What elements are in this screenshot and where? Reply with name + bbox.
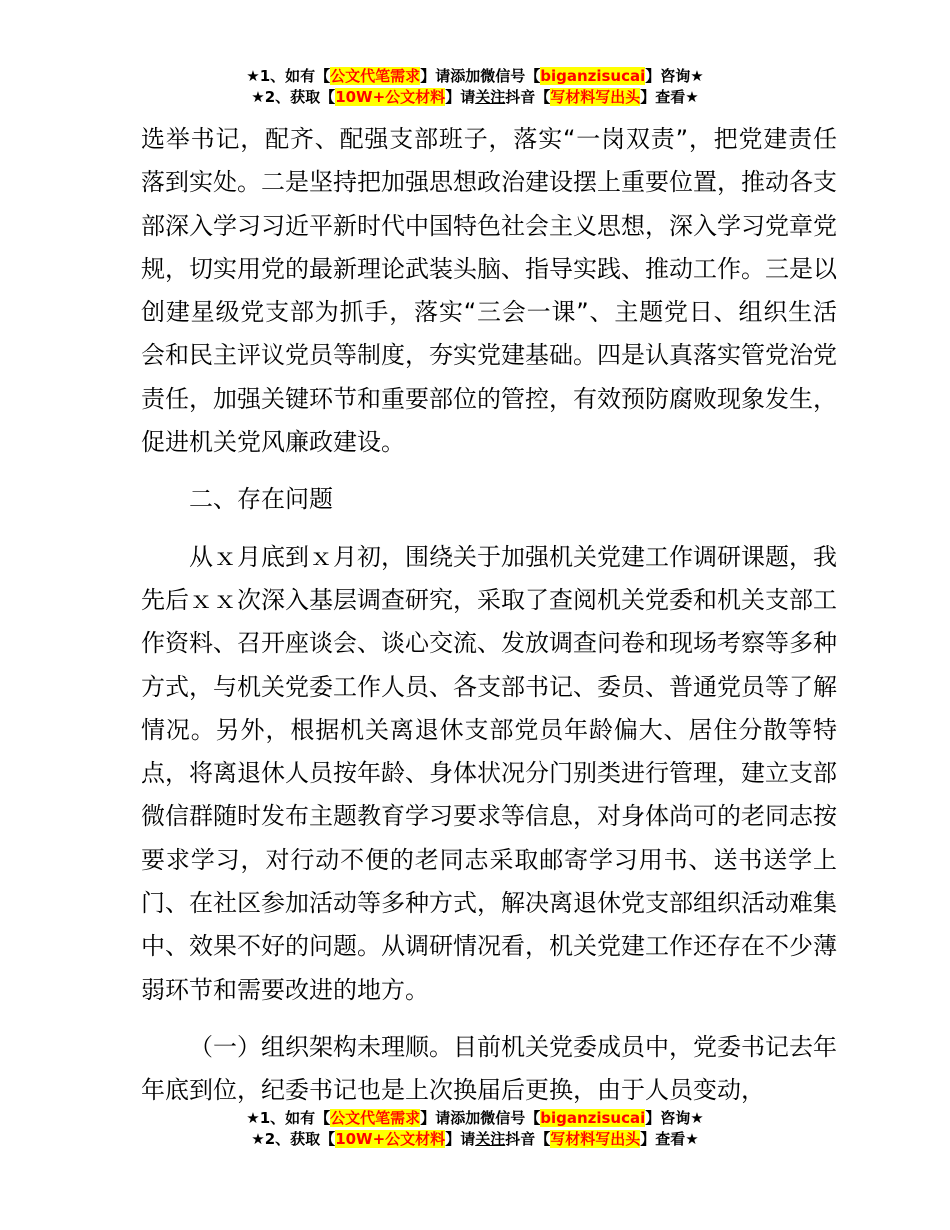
banner-follow-text: 关注 [475, 1130, 506, 1148]
banner-highlight-materials: 10W+公文材料 [335, 1130, 446, 1148]
footer-banner-line-2 [0, 1129, 950, 1150]
section-heading: 二、存在问题 [189, 485, 333, 514]
banner-text: 】查看★ [640, 1130, 699, 1148]
banner-text: 】查看★ [640, 88, 699, 106]
header-banner-line-1 [0, 66, 950, 87]
banner-text: 】请 [445, 88, 476, 106]
banner-text: ★1、如有【 [246, 67, 331, 85]
banner-follow-text: 关注 [475, 88, 506, 106]
banner-text: 】请添加微信号【 [420, 1109, 541, 1127]
banner-douyin-account[interactable]: 写材料写出头 [550, 1130, 641, 1148]
footer-banner-line-1 [0, 1108, 950, 1129]
paragraph-continued: 选举书记，配齐、配强支部班子，落实“一岗双责”，把党建责任落到实处。二是坚持把加强思想政治建设摆上重要位置，推动各支部深入学习习近平新时代中国特色社会主义思想，深入学习党章党规，切实用党的最新理论武装头脑、指导实践、推动工作。三是以创建星级党支部为抓手，落实“三会一课”、主题党日、组织生活会和民主评议党员等制度，夯实党建基础。四是认真落实管党治党责任，加强关键环节和重要部位的管控，有效预防腐败现象发生，促进机关党风廉政建设。 [141, 125, 837, 457]
banner-text: 】咨询★ [645, 67, 704, 85]
header-banner [0, 66, 950, 108]
footer-banner [0, 1108, 950, 1150]
banner-highlight-service: 公文代笔需求 [330, 1109, 421, 1127]
banner-text: 】咨询★ [645, 1109, 704, 1127]
paragraph-organization: （一）组织架构未理顺。目前机关党委成员中，党委书记去年年底到位，纪委书记也是上次换届后更换，由于人员变动， [141, 1032, 837, 1105]
header-banner-line-2 [0, 87, 950, 108]
banner-wechat-id[interactable]: biganzisucai [540, 67, 646, 85]
banner-text: 】请添加微信号【 [420, 67, 541, 85]
banner-highlight-materials: 10W+公文材料 [335, 88, 446, 106]
banner-highlight-service: 公文代笔需求 [330, 67, 421, 85]
banner-douyin-account[interactable]: 写材料写出头 [550, 88, 641, 106]
banner-text: 抖音【 [505, 1130, 551, 1148]
banner-text: 抖音【 [505, 88, 551, 106]
paragraph-survey: 从ｘ月底到ｘ月初，围绕关于加强机关党建工作调研课题，我先后ｘｘ次深入基层调查研究，采取了查阅机关党委和机关支部工作资料、召开座谈会、谈心交流、发放调查问卷和现场考察等多种方式，与机关党委工作人员、各支部书记、委员、普通党员等了解情况。另外，根据机关离退休支部党员年龄偏大、居住分散等特点，将离退休人员按年龄、身体状况分门别类进行管理，建立支部微信群随时发布主题教育学习要求等信息，对身体尚可的老同志按要求学习，对行动不便的老同志采取邮寄学习用书、送书送学上门、在社区参加活动等多种方式，解决离退休党支部组织活动难集中、效果不好的问题。从调研情况看，机关党建工作还存在不少薄弱环节和需要改进的地方。 [141, 542, 837, 1004]
document-body [141, 118, 837, 1113]
banner-text: ★2、获取【 [251, 88, 336, 106]
banner-text: ★1、如有【 [246, 1109, 331, 1127]
banner-wechat-id[interactable]: biganzisucai [540, 1109, 646, 1127]
banner-text: ★2、获取【 [251, 1130, 336, 1148]
banner-text: 】请 [445, 1130, 476, 1148]
